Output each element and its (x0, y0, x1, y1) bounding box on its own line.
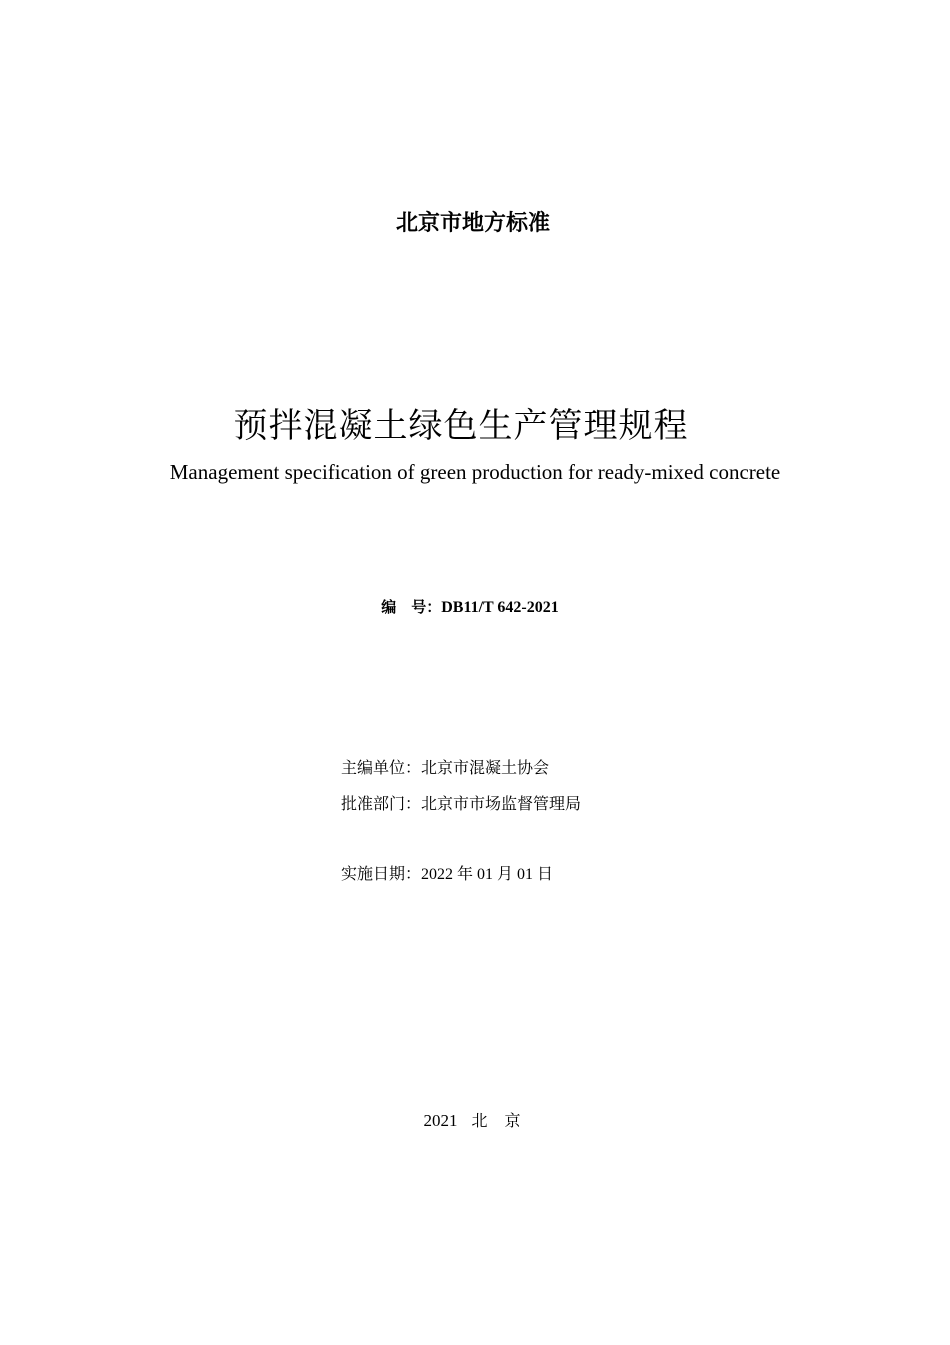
implementation-date-label: 实施日期： (341, 864, 422, 883)
title-english: Management specification of green production for ready-mixed concrete (169, 460, 781, 484)
chief-editor-unit-value: 北京市混凝土协会 (421, 758, 550, 777)
standard-number-label: 编 号： (381, 598, 442, 616)
implementation-date (341, 861, 553, 884)
chief-editor-unit-label: 主编单位： (341, 758, 422, 777)
standard-number-value: DB11/T 642-2021 (441, 599, 559, 616)
approval-department (341, 791, 581, 814)
chief-editor-unit (341, 755, 549, 778)
approval-department-label: 批准部门： (341, 794, 422, 813)
standard-type-heading: 北京市地方标准 (395, 211, 550, 236)
footer-city: 北 京 (471, 1111, 527, 1130)
approval-department-value: 北京市市场监督管理局 (421, 794, 582, 813)
implementation-date-value: 2022 年 01 月 01 日 (421, 866, 554, 883)
footer-year: 2021 (423, 1111, 458, 1130)
footer-imprint (0, 1108, 950, 1131)
standard-number (0, 596, 945, 617)
title-chinese: 预拌混凝土绿色生产管理规程 (233, 406, 689, 446)
